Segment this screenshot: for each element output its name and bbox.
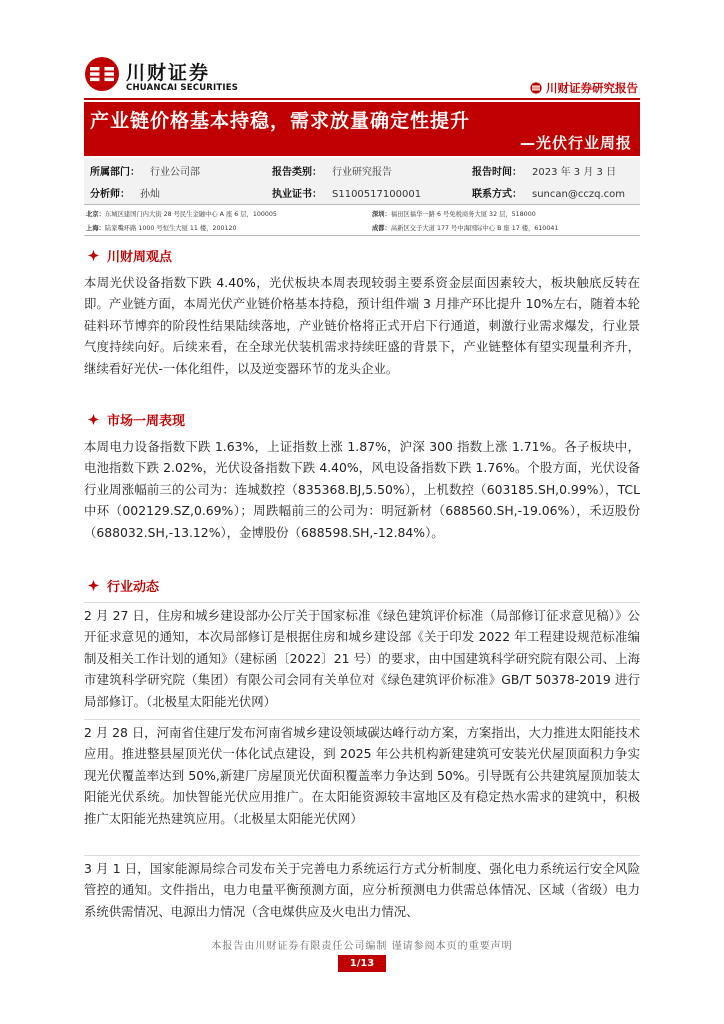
address-beijing: [86, 209, 277, 218]
section-title-market: 市场一周表现: [107, 414, 186, 429]
meta-row: [84, 180, 640, 202]
chuancai-logo-icon: [84, 56, 120, 92]
time-label: 报告时间：: [472, 167, 522, 178]
analyst-field: [90, 185, 160, 200]
report-tag: [530, 80, 638, 96]
type-label: 报告类别：: [272, 167, 322, 178]
logo-english-name: CHUANCAI SECURITIES: [126, 83, 239, 93]
analyst-value: 孙灿: [140, 189, 160, 200]
weekly-view-paragraph: 本周光伏设备指数下跌 4.40%，光伏板块本周表现较弱主要系资金层面因素较大，板块触底反转在即。产业链方面，本周光伏产业链价格基本持稳，预计组件端 3 月排产环比提升 10%左右，随着本轮硅料环节博弈的阶段性结果陆续落地，产业链价格将正式开启下行通道，刺激行业需求爆发，行业景气度持续向好。后续来看，在全球光伏装机需求持续旺盛的背景下，产业链整体有望实现量利齐升，继续看好光伏-一体化组件，以及逆变器环节的龙头企业。: [84, 275, 640, 376]
address-text: 陆家嘴环路 1000 号恒生大厦 11 楼，200120: [104, 225, 237, 232]
logo-name: 川财证券: [126, 62, 211, 84]
news-item: 2 月 27 日，住房和城乡建设部办公厅关于国家标准《绿色建筑评价标准（局部修订征求意见稿）》公开征求意见的通知，本次局部修订是根据住房和城乡建设部《关于印发 2022 年工程建设规范标准编制及相关工作计划的通知》（建标函〔2022〕21 号）的要求，由中国建筑科学研究院有限公司、上海市建筑科学研究院（集团）有限公司会同有关单位对《绿色建筑评价标准》GB/T 50378-2019 进行局部修订。（北极星太阳能光伏网）: [84, 602, 640, 712]
cert-value: S1100517100001: [332, 189, 422, 200]
contact-email[interactable]: suncan@cczq.com: [532, 189, 625, 200]
news-item: 3 月 1 日，国家能源局综合司发布关于完善电力系统运行方式分析制度、强化电力系统运行安全风险管控的通知。文件指出，电力电量平衡预测方面，应分析预测电力供需总体情况、区域（省级）电力系统供需情况、电源出力情况（含电煤供应及火电出力情况、: [84, 855, 640, 922]
title-banner: [84, 102, 640, 156]
report-tag-label: 川财证券研究报告: [546, 81, 638, 95]
section-heading: [88, 246, 172, 265]
dept-field: [90, 163, 200, 178]
type-value: 行业研究报告: [332, 167, 392, 178]
analyst-label: 分析师：: [90, 189, 130, 200]
cert-field: [272, 185, 421, 200]
address-text: 福田区福华一路 6 号免税商务大厦 32 层，518000: [390, 211, 536, 218]
news-item: 2 月 28 日，河南省住建厅发布河南省城乡建设领域碳达峰行动方案，方案指出，大力推进太阳能技术应用。推进整县屋顶光伏一体化试点建设，到 2025 年公共机构新建建筑可安装光伏屋顶面积力争实现光伏覆盖率达到 50%,新建厂房屋顶光伏面积覆盖率力争达到 50%。引导既有公共建筑屋顶加装太阳能光伏系统。加快智能光伏应用推广。在太阳能资源较丰富地区及有稳定热水需求的建筑中，积极推广太阳能光热建筑应用。（北极星太阳能光伏网）: [84, 719, 640, 829]
contact-field: [472, 185, 625, 200]
diamond-bullet-icon: [88, 414, 99, 425]
header-divider: [84, 98, 640, 100]
logo-small-icon: [530, 82, 542, 94]
cert-label: 执业证书：: [272, 189, 322, 200]
address-label: 上海：: [86, 225, 105, 232]
address-shanghai: [86, 223, 237, 232]
company-logo: [84, 56, 254, 100]
section-heading: [88, 576, 159, 595]
report-subtitle: —光伏行业周报: [519, 134, 632, 152]
address-label: 成都：: [372, 225, 391, 232]
dept-value: 行业公司部: [150, 167, 200, 178]
address-text: 高新区交子大道 177 号中海国际中心 B 座 17 楼，610041: [390, 225, 559, 232]
time-field: [472, 163, 616, 178]
diamond-bullet-icon: [88, 580, 99, 591]
time-value: 2023 年 3 月 3 日: [532, 167, 617, 178]
diamond-bullet-icon: [88, 250, 99, 261]
market-paragraph: 本周电力设备指数下跌 1.63%，上证指数上涨 1.87%，沪深 300 指数上涨 1.71%。各子板块中，电池指数下跌 2.02%，光伏设备指数下跌 4.40%，风电设备指数下跌 1.76%。个股方面，光伏设备行业周涨幅前三的公司为：连城数控（835368.BJ,5.50%），上机数控（603185.SH,0.99%），TCL 中环（002129.SZ,0.69%）；周跌幅前三的公司为：明冠新材（688560.SH,-19.06%），禾迈股份（688032.SH,-13.12%），金博股份（688598.SH,-12.84%）。: [84, 439, 640, 540]
section-heading: [88, 410, 185, 429]
dept-label: 所属部门：: [90, 167, 140, 178]
page-number: 1/13: [338, 955, 386, 972]
office-addresses: [84, 205, 640, 236]
address-shenzhen: [372, 209, 536, 218]
section-title-weekly-view: 川财周观点: [107, 250, 173, 265]
report-title: 产业链价格基本持稳，需求放量确定性提升: [90, 110, 471, 132]
meta-row: [84, 158, 640, 180]
address-label: 深圳：: [372, 211, 391, 218]
address-label: 北京：: [86, 211, 105, 218]
address-text: 东城区建国门内大街 28 号民生金融中心 A 座 6 层，100005: [104, 211, 277, 218]
section-title-industry-news: 行业动态: [107, 580, 160, 595]
footer-disclaimer: 本报告由川财证券有限责任公司编制 谨请参阅本页的重要声明: [211, 941, 513, 952]
contact-label: 联系方式：: [472, 189, 522, 200]
address-chengdu: [372, 223, 558, 232]
report-meta: [84, 158, 640, 205]
type-field: [272, 163, 392, 178]
